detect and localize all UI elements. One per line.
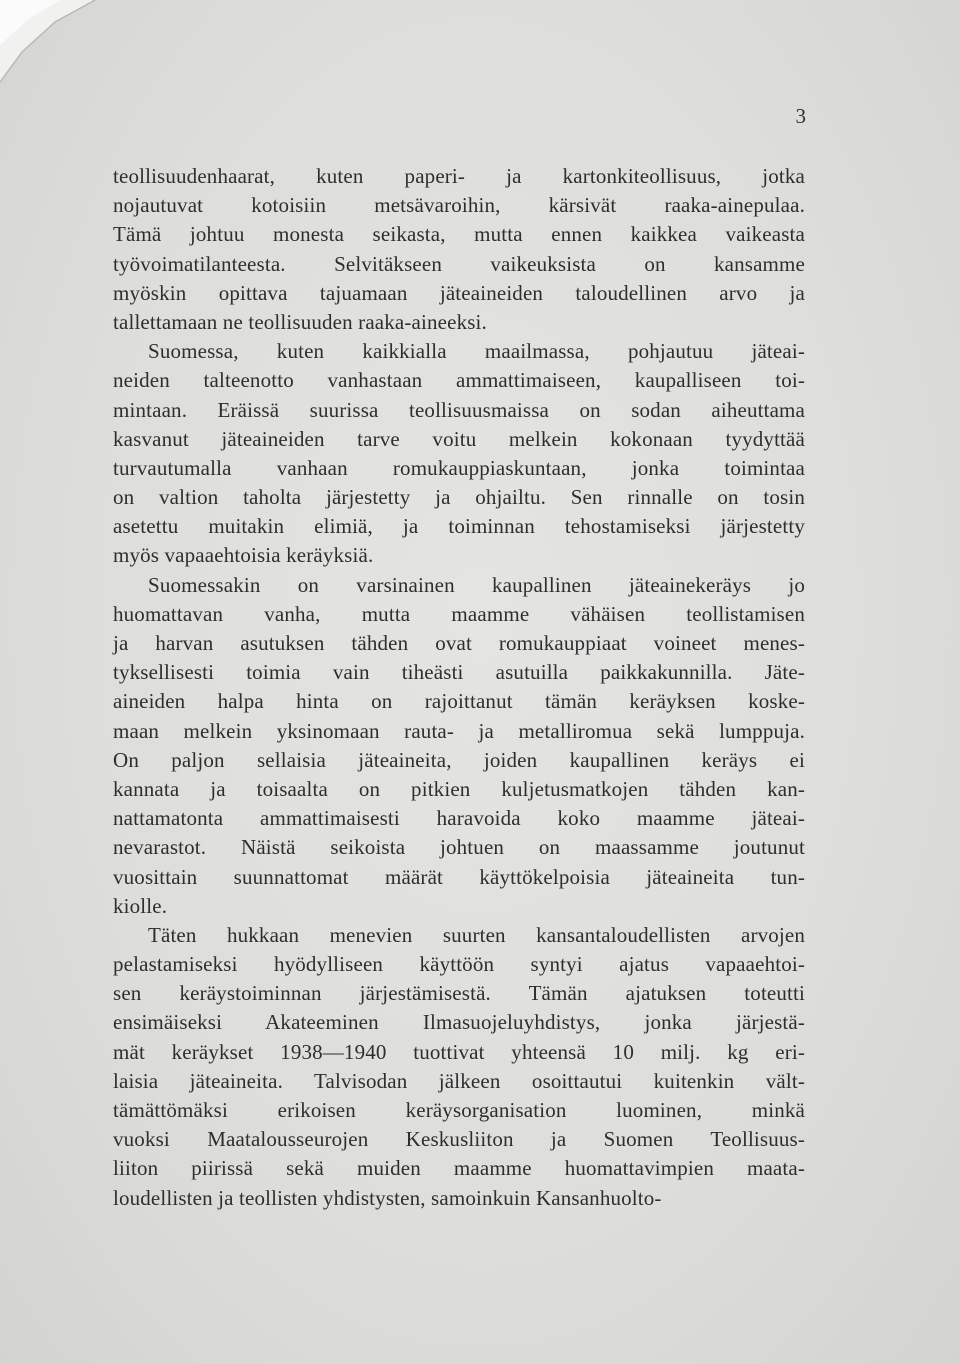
paragraph: [113, 571, 805, 921]
text-line: Tämä johtuu monesta seikasta, mutta ennen kaikkea vaikeasta: [113, 222, 805, 247]
text-line: Suomessa, kuten kaikkialla maailmassa, pohjautuu jäteai-: [148, 339, 805, 364]
text-line: On paljon sellaisia jäteaineita, joiden kaupallinen keräys ei: [113, 747, 805, 772]
text-line: pelastamiseksi hyödylliseen käyttöön syntyi ajatus vapaaehtoi-: [113, 952, 805, 977]
text-line: työvoimatilanteesta. Selvitäkseen vaikeuksista on kansamme: [113, 251, 805, 276]
text-line: laisia jäteaineita. Talvisodan jälkeen osoittautui kuitenkin vält-: [113, 1068, 805, 1093]
text-line: tämättömäksi erikoisen keräysorganisation luominen, minkä: [113, 1098, 805, 1122]
page-number: 3: [795, 104, 806, 128]
text-line: kasvanut jäteaineiden tarve voitu melkein kokonaan tyydyttää: [113, 426, 805, 451]
text-line: kannata ja toisaalta on pitkien kuljetusmatkojen tähden kan-: [113, 776, 805, 801]
paragraph: [113, 162, 805, 337]
text-line: aineiden halpa hinta on rajoittanut tämän keräyksen koske-: [113, 689, 805, 714]
text-line: asetettu muitakin elimiä, ja toiminnan tehostamiseksi järjestetty: [113, 514, 805, 539]
paragraph: [113, 337, 805, 571]
text-line: vuosittain suunnattomat määrät käyttökelpoisia jäteaineita tun-: [113, 864, 805, 889]
text-line: mintaan. Eräissä suurissa teollisuusmaissa on sodan aiheuttama: [113, 397, 805, 422]
text-line: myöskin opittava tajuamaan jäteaineiden taloudellinen arvo ja: [113, 280, 805, 305]
text-line: nevarastot. Näistä seikoista johtuen on maassamme joutunut: [113, 835, 805, 860]
text-line: tallettamaan ne teollisuuden raaka-aineeksi.: [113, 309, 487, 334]
text-line: sen keräystoiminnan järjestämisestä. Tämän ajatuksen toteutti: [113, 981, 805, 1006]
text-line: tyksellisesti toimia vain tiheästi asutuilla paikkakunnilla. Jäte-: [113, 660, 805, 685]
text-line: teollisuudenhaarat, kuten paperi- ja kartonkiteollisuus, jotka: [113, 164, 805, 188]
text-line: vuoksi Maatalousseurojen Keskusliiton ja Suomen Teollisuus-: [113, 1127, 805, 1152]
text-line: Täten hukkaan menevien suurten kansantaloudellisten arvojen: [148, 922, 805, 947]
page-corner-fold: [0, 0, 160, 110]
text-line: huomattavan vanha, mutta maamme vähäisen teollistamisen: [113, 601, 805, 626]
paragraph: [113, 921, 805, 1213]
text-line: maan melkein yksinomaan rauta- ja metalliromua sekä lumppuja.: [113, 718, 805, 743]
text-line: mät keräykset 1938—1940 tuottivat yhteensä 10 milj. kg eri-: [113, 1039, 805, 1064]
text-line: kiolle.: [113, 893, 168, 918]
text-line: on valtion taholta järjestetty ja ohjailtu. Sen rinnalle on tosin: [113, 485, 805, 510]
text-line: ja harvan asutuksen tähden ovat romukauppiaat voineet menes-: [113, 631, 805, 655]
text-line: ensimäiseksi Akateeminen Ilmasuojeluyhdistys, jonka järjestä-: [113, 1010, 805, 1035]
text-line: loudellisten ja teollisten yhdistysten, samoinkuin Kansanhuolto-: [113, 1185, 662, 1210]
text-line: nattamatonta ammattimaisesti haravoida koko maamme jäteai-: [113, 806, 805, 831]
text-line: liiton piirissä sekä muiden maamme huomattavimpien maata-: [113, 1156, 805, 1181]
text-line: nojautuvat kotoisiin metsävaroihin, kärsivät raaka-ainepulaa.: [113, 193, 805, 218]
text-line: neiden talteenotto vanhastaan ammattimaiseen, kaupalliseen toi-: [113, 368, 805, 393]
text-line: turvautumalla vanhaan romukauppiaskuntaan, jonka toimintaa: [113, 455, 805, 480]
text-line: Suomessakin on varsinainen kaupallinen jäteainekeräys jo: [148, 572, 805, 597]
text-line: myös vapaaehtoisia keräyksiä.: [113, 543, 374, 568]
body-text: [113, 162, 805, 1213]
